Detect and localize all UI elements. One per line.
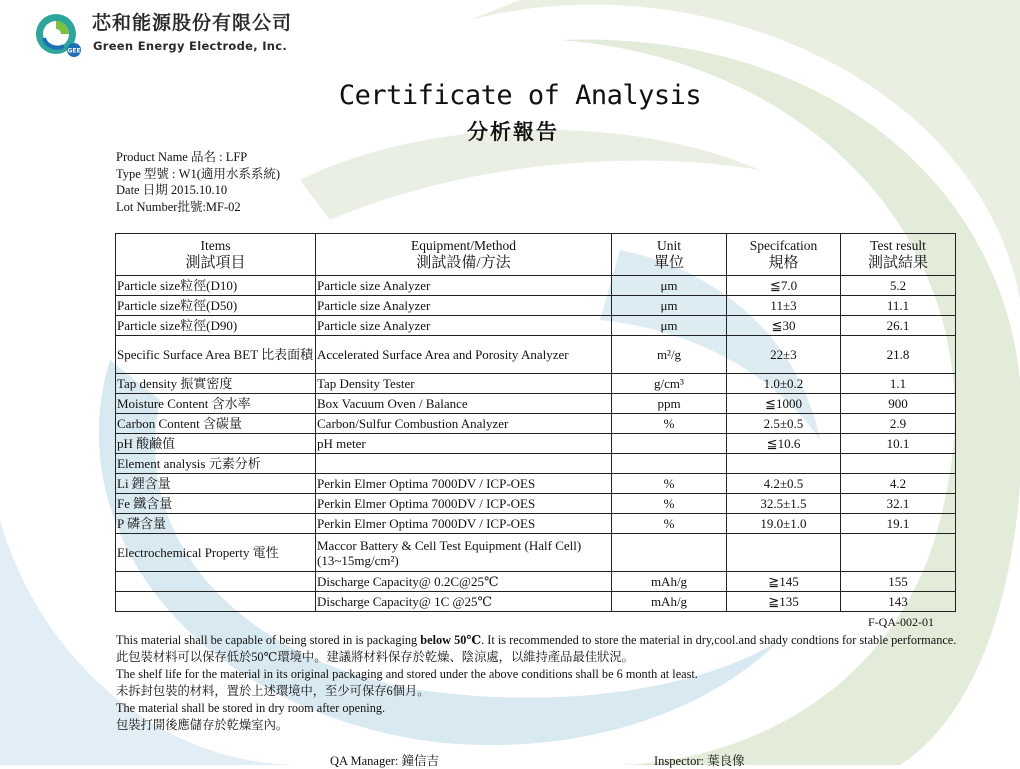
cell-item xyxy=(116,592,316,612)
cell-item: Li 鋰含量 xyxy=(116,474,316,494)
cell-method xyxy=(316,454,612,474)
header-result xyxy=(841,234,956,276)
storage-note-en xyxy=(116,632,961,649)
storage-note-cn: 此包裝材料可以保存低於50℃環境中。建議將材料保存於乾燥、陰涼處，以維持產品最佳狀況。 xyxy=(116,650,634,664)
storage-note-en-pre: This material shall be capable of being stored in is packaging xyxy=(116,633,421,647)
header-result-cn: 測試結果 xyxy=(867,255,928,271)
cell-item: P 磷含量 xyxy=(116,514,316,534)
header-unit-cn: 單位 xyxy=(653,255,684,271)
cell-item: Particle size粒徑(D90) xyxy=(116,316,316,336)
logo-text: GEE xyxy=(67,47,81,55)
header-spec-en: Specifcation xyxy=(749,238,818,253)
cell-result: 2.9 xyxy=(841,414,956,434)
storage-note-en-post: . It is recommended to store the material in dry,cool.and shady condtions for stable performance. xyxy=(481,633,957,647)
analysis-table xyxy=(115,233,956,612)
cell-unit: % xyxy=(612,474,727,494)
cell-result xyxy=(841,454,956,474)
cell-item: pH 酸鹼值 xyxy=(116,434,316,454)
lot-number: Lot Number批號:MF-02 xyxy=(116,199,241,214)
shelf-life-note-en: The shelf life for the material in its original packaging and stored under the above conditions shall be 6 month at least. xyxy=(116,667,698,681)
cell-unit xyxy=(612,454,727,474)
cell-result: 26.1 xyxy=(841,316,956,336)
cell-item: Element analysis 元素分析 xyxy=(116,454,316,474)
table-row xyxy=(116,494,956,514)
cell-spec: 1.0±0.2 xyxy=(727,374,841,394)
cell-spec: 32.5±1.5 xyxy=(727,494,841,514)
cell-method: Maccor Battery & Cell Test Equipment (Half Cell)(13~15mg/cm²) xyxy=(316,534,612,572)
table-row xyxy=(116,414,956,434)
table-row xyxy=(116,336,956,374)
dry-room-note-cn: 包裝打開後應儲存於乾燥室內。 xyxy=(116,718,289,732)
cell-method: Accelerated Surface Area and Porosity Analyzer xyxy=(316,336,612,374)
header-method xyxy=(316,234,612,276)
header-spec xyxy=(727,234,841,276)
cell-method: Discharge Capacity@ 1C @25℃ xyxy=(316,592,612,612)
qa-manager-signature: QA Manager: 鐘信吉 xyxy=(330,754,440,768)
cell-method: Box Vacuum Oven / Balance xyxy=(316,394,612,414)
cell-method: Particle size Analyzer xyxy=(316,296,612,316)
cell-result: 21.8 xyxy=(841,336,956,374)
inspector-signature: Inspector: 葉良像 xyxy=(654,754,745,768)
header-unit xyxy=(612,234,727,276)
form-number: F-QA-002-01 xyxy=(868,615,934,629)
table-row xyxy=(116,434,956,454)
cell-result: 143 xyxy=(841,592,956,612)
cell-result xyxy=(841,534,956,572)
cell-result: 4.2 xyxy=(841,474,956,494)
cell-spec: 22±3 xyxy=(727,336,841,374)
header-unit-en: Unit xyxy=(656,238,681,253)
cell-method: Perkin Elmer Optima 7000DV / ICP-OES xyxy=(316,474,612,494)
header-method-en: Equipment/Method xyxy=(411,238,516,253)
cell-spec: 19.0±1.0 xyxy=(727,514,841,534)
cell-spec: ≦30 xyxy=(727,316,841,336)
table-header-row xyxy=(116,234,956,276)
cell-result: 10.1 xyxy=(841,434,956,454)
product-name: Product Name 品名 : LFP xyxy=(116,150,248,164)
company-logo xyxy=(30,10,90,58)
report-date: Date 日期 2015.10.10 xyxy=(116,183,228,197)
cell-method: Perkin Elmer Optima 7000DV / ICP-OES xyxy=(316,514,612,534)
cell-result: 1.1 xyxy=(841,374,956,394)
table-row xyxy=(116,374,956,394)
storage-notes xyxy=(116,632,961,734)
cell-method: Discharge Capacity@ 0.2C@25℃ xyxy=(316,572,612,592)
cell-item: Particle size粒徑(D10) xyxy=(116,276,316,296)
cell-item: Electrochemical Property 電性 xyxy=(116,534,316,572)
cell-spec: ≧145 xyxy=(727,572,841,592)
product-type: Type 型號 : W1(適用水系系統) xyxy=(116,166,281,181)
cell-unit: m²/g xyxy=(612,336,727,374)
cell-unit: μm xyxy=(612,316,727,336)
cell-spec: ≦10.6 xyxy=(727,434,841,454)
storage-note-en-bold: below 50℃ xyxy=(420,633,482,647)
document-title-en: Certificate of Analysis xyxy=(338,80,702,111)
table-row xyxy=(116,474,956,494)
cell-unit: % xyxy=(612,414,727,434)
table-row xyxy=(116,534,956,572)
table-row xyxy=(116,316,956,336)
shelf-life-note-cn: 未拆封包裝的材料，置於上述環境中，至少可保存6個月。 xyxy=(116,684,430,698)
cell-spec xyxy=(727,534,841,572)
cell-method: Tap Density Tester xyxy=(316,374,612,394)
dry-room-note-en: The material shall be stored in dry room after opening. xyxy=(116,701,386,715)
cell-unit: % xyxy=(612,494,727,514)
cell-result: 11.1 xyxy=(841,296,956,316)
cell-method: Particle size Analyzer xyxy=(316,316,612,336)
cell-method: Carbon/Sulfur Combustion Analyzer xyxy=(316,414,612,434)
table-row xyxy=(116,276,956,296)
cell-spec: 2.5±0.5 xyxy=(727,414,841,434)
cell-item: Specific Surface Area BET 比表面積 xyxy=(116,336,316,374)
cell-item xyxy=(116,572,316,592)
cell-result: 155 xyxy=(841,572,956,592)
cell-method: pH meter xyxy=(316,434,612,454)
table-row xyxy=(116,592,956,612)
cell-unit: g/cm³ xyxy=(612,374,727,394)
cell-result: 5.2 xyxy=(841,276,956,296)
cell-unit xyxy=(612,534,727,572)
cell-item: Fe 鐵含量 xyxy=(116,494,316,514)
product-meta xyxy=(116,149,280,215)
cell-spec: 11±3 xyxy=(727,296,841,316)
header-method-cn: 測試設備/方法 xyxy=(416,255,511,271)
cell-item: Moisture Content 含水率 xyxy=(116,394,316,414)
cell-method: Particle size Analyzer xyxy=(316,276,612,296)
cell-unit: μm xyxy=(612,296,727,316)
company-name-en: Green Energy Electrode, Inc. xyxy=(93,39,288,53)
header-items-cn: 測試項目 xyxy=(185,255,246,271)
table-row xyxy=(116,572,956,592)
cell-method: Perkin Elmer Optima 7000DV / ICP-OES xyxy=(316,494,612,514)
header-spec-cn: 規格 xyxy=(768,255,799,271)
document-title-cn: 分析報告 xyxy=(467,120,559,144)
header-items-en: Items xyxy=(200,238,231,253)
table-row xyxy=(116,394,956,414)
cell-result: 19.1 xyxy=(841,514,956,534)
cell-item: Tap density 振實密度 xyxy=(116,374,316,394)
table-row xyxy=(116,454,956,474)
cell-item: Carbon Content 含碳量 xyxy=(116,414,316,434)
company-name-cn: 芯和能源股份有限公司 xyxy=(92,12,293,34)
cell-unit: μm xyxy=(612,276,727,296)
cell-spec xyxy=(727,454,841,474)
cell-spec: ≦1000 xyxy=(727,394,841,414)
table-row xyxy=(116,514,956,534)
cell-result: 900 xyxy=(841,394,956,414)
cell-spec: ≦7.0 xyxy=(727,276,841,296)
table-row xyxy=(116,296,956,316)
header-items xyxy=(116,234,316,276)
table-body xyxy=(116,276,956,612)
cell-unit: ppm xyxy=(612,394,727,414)
header-result-en: Test result xyxy=(870,238,926,253)
cell-unit xyxy=(612,434,727,454)
cell-spec: ≧135 xyxy=(727,592,841,612)
cell-spec: 4.2±0.5 xyxy=(727,474,841,494)
cell-unit: % xyxy=(612,514,727,534)
cell-item: Particle size粒徑(D50) xyxy=(116,296,316,316)
cell-unit: mAh/g xyxy=(612,592,727,612)
cell-unit: mAh/g xyxy=(612,572,727,592)
cell-result: 32.1 xyxy=(841,494,956,514)
